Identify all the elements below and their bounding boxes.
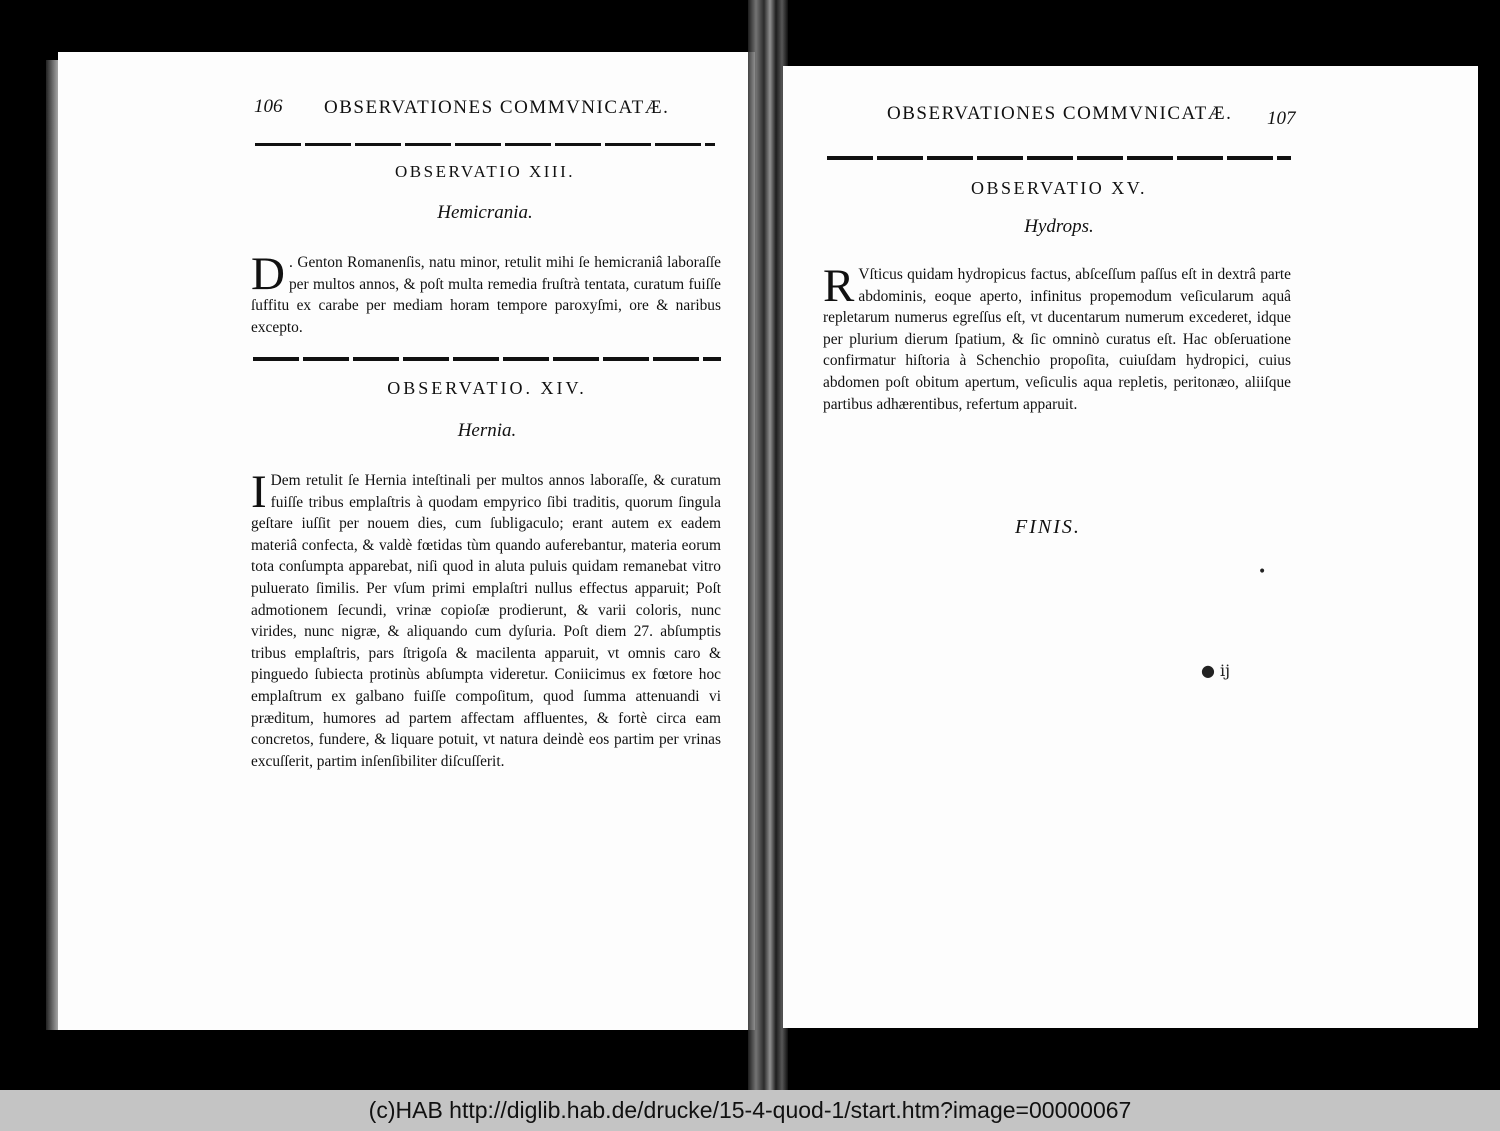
copyright-footer: (c)HAB http://diglib.hab.de/drucke/15-4-quod-1/start.htm?image=00000067 <box>0 1090 1500 1131</box>
obs13-text: . Genton Romanenſis, natu minor, retulit mihi ſe hemicraniâ laboraſſe per multos annos, & poſt multa remedia fruſtrà tentata, curatum fuiſſe ſuffitu ex carabe per mediam horam tempore paroxyſmi, ore & naribus excepto. <box>251 254 721 336</box>
obs14-title: OBSERVATIO. XIV. <box>387 378 587 398</box>
ink-speck: • <box>1258 564 1267 580</box>
obs15-subtitle: Hydrops. <box>1024 216 1094 237</box>
obs15-paragraph <box>823 260 1291 415</box>
right-page <box>783 66 1478 1028</box>
left-page <box>58 52 755 1030</box>
right-page-number: 107 <box>1267 108 1296 129</box>
obs13-subtitle: Hemicrania. <box>437 202 533 223</box>
obs14-paragraph <box>251 466 721 772</box>
section-rule <box>253 357 721 361</box>
left-running-head: OBSERVATIONES COMMVNICATÆ. <box>324 97 670 118</box>
signature-mark: ● ij <box>1201 661 1231 680</box>
book-gutter <box>748 0 788 1090</box>
finis-text: FINIS. <box>1015 516 1081 538</box>
obs15-dropcap: R <box>823 260 855 312</box>
header-rule <box>827 156 1291 160</box>
obs14-subtitle: Hernia. <box>457 420 517 441</box>
right-running-head: OBSERVATIONES COMMVNICATÆ. <box>887 103 1233 124</box>
obs14-dropcap: I <box>251 466 267 518</box>
obs15-title: OBSERVATIO XV. <box>971 178 1147 198</box>
left-page-number: 106 <box>254 96 283 117</box>
obs13-title: OBSERVATIO XIII. <box>395 162 575 181</box>
header-rule <box>255 143 715 146</box>
obs13-paragraph <box>251 248 721 338</box>
obs13-dropcap: D <box>251 248 285 300</box>
obs14-text: Dem retulit ſe Hernia inteſtinali per multos annos laboraſſe, & curatum fuiſſe tribus emplaſtris à quodam empyrico ſibi traditis, quorum ſingula geſtare iuſſit per nouem dies, cum ſubligaculo; erant autem ex eadem materiâ confecta, & valdè fœtidas tùm quando auferebantur, materia eorum tota conſumpta apparebat, niſi quod in aluta puluis quidam remanebat vitro puluerato ſimilis. Per vſum primi emplaſtri nullus effectus apparuit; Poſt admotionem ſecundi, vrinæ copioſæ prodierunt, & varii coloris, nunc virides, nunc nigræ, & aliquando cum dyſuria. Poſt diem 27. abſumptis tribus emplaſtris, pars ſtrigoſa & macilenta apparuit, vt omnis caro & pinguedo ſubiecta protinùs abſumpta videretur. Coniicimus ex fœtore hoc emplaſtrum ex galbano fuiſſe compoſitum, quod ſumma attenuandi vi præditum, humores ad partem affectam affluentes, & fortè circa eam concretos, fundere, & liquare potuit, vt natura deindè eos partim per vrinas excuſſerit, partim inſenſibiliter diſcuſſerit. <box>251 472 721 770</box>
obs15-text: Vſticus quidam hydropicus factus, abſceſſum paſſus eſt in dextrâ parte abdominis, eoque aperto, infinitus propemodum veſicularum aquâ repletarum numerus egreſſus eſt, vt ducentarum numerum excederet, idque per plurium dierum ſpatium, & ſic omninò curatus eſt. Hac obſeruatione confirmatur hiſtoria à Schenchio propoſita, cuiuſdam hydropici, cuius abdomen poſt obitum apertum, veſiculis aqua repletis, peritonæo, aliiſque partibus adhærentibus, refertum apparuit. <box>823 266 1291 413</box>
signature-mark-text: ij <box>1220 661 1231 680</box>
